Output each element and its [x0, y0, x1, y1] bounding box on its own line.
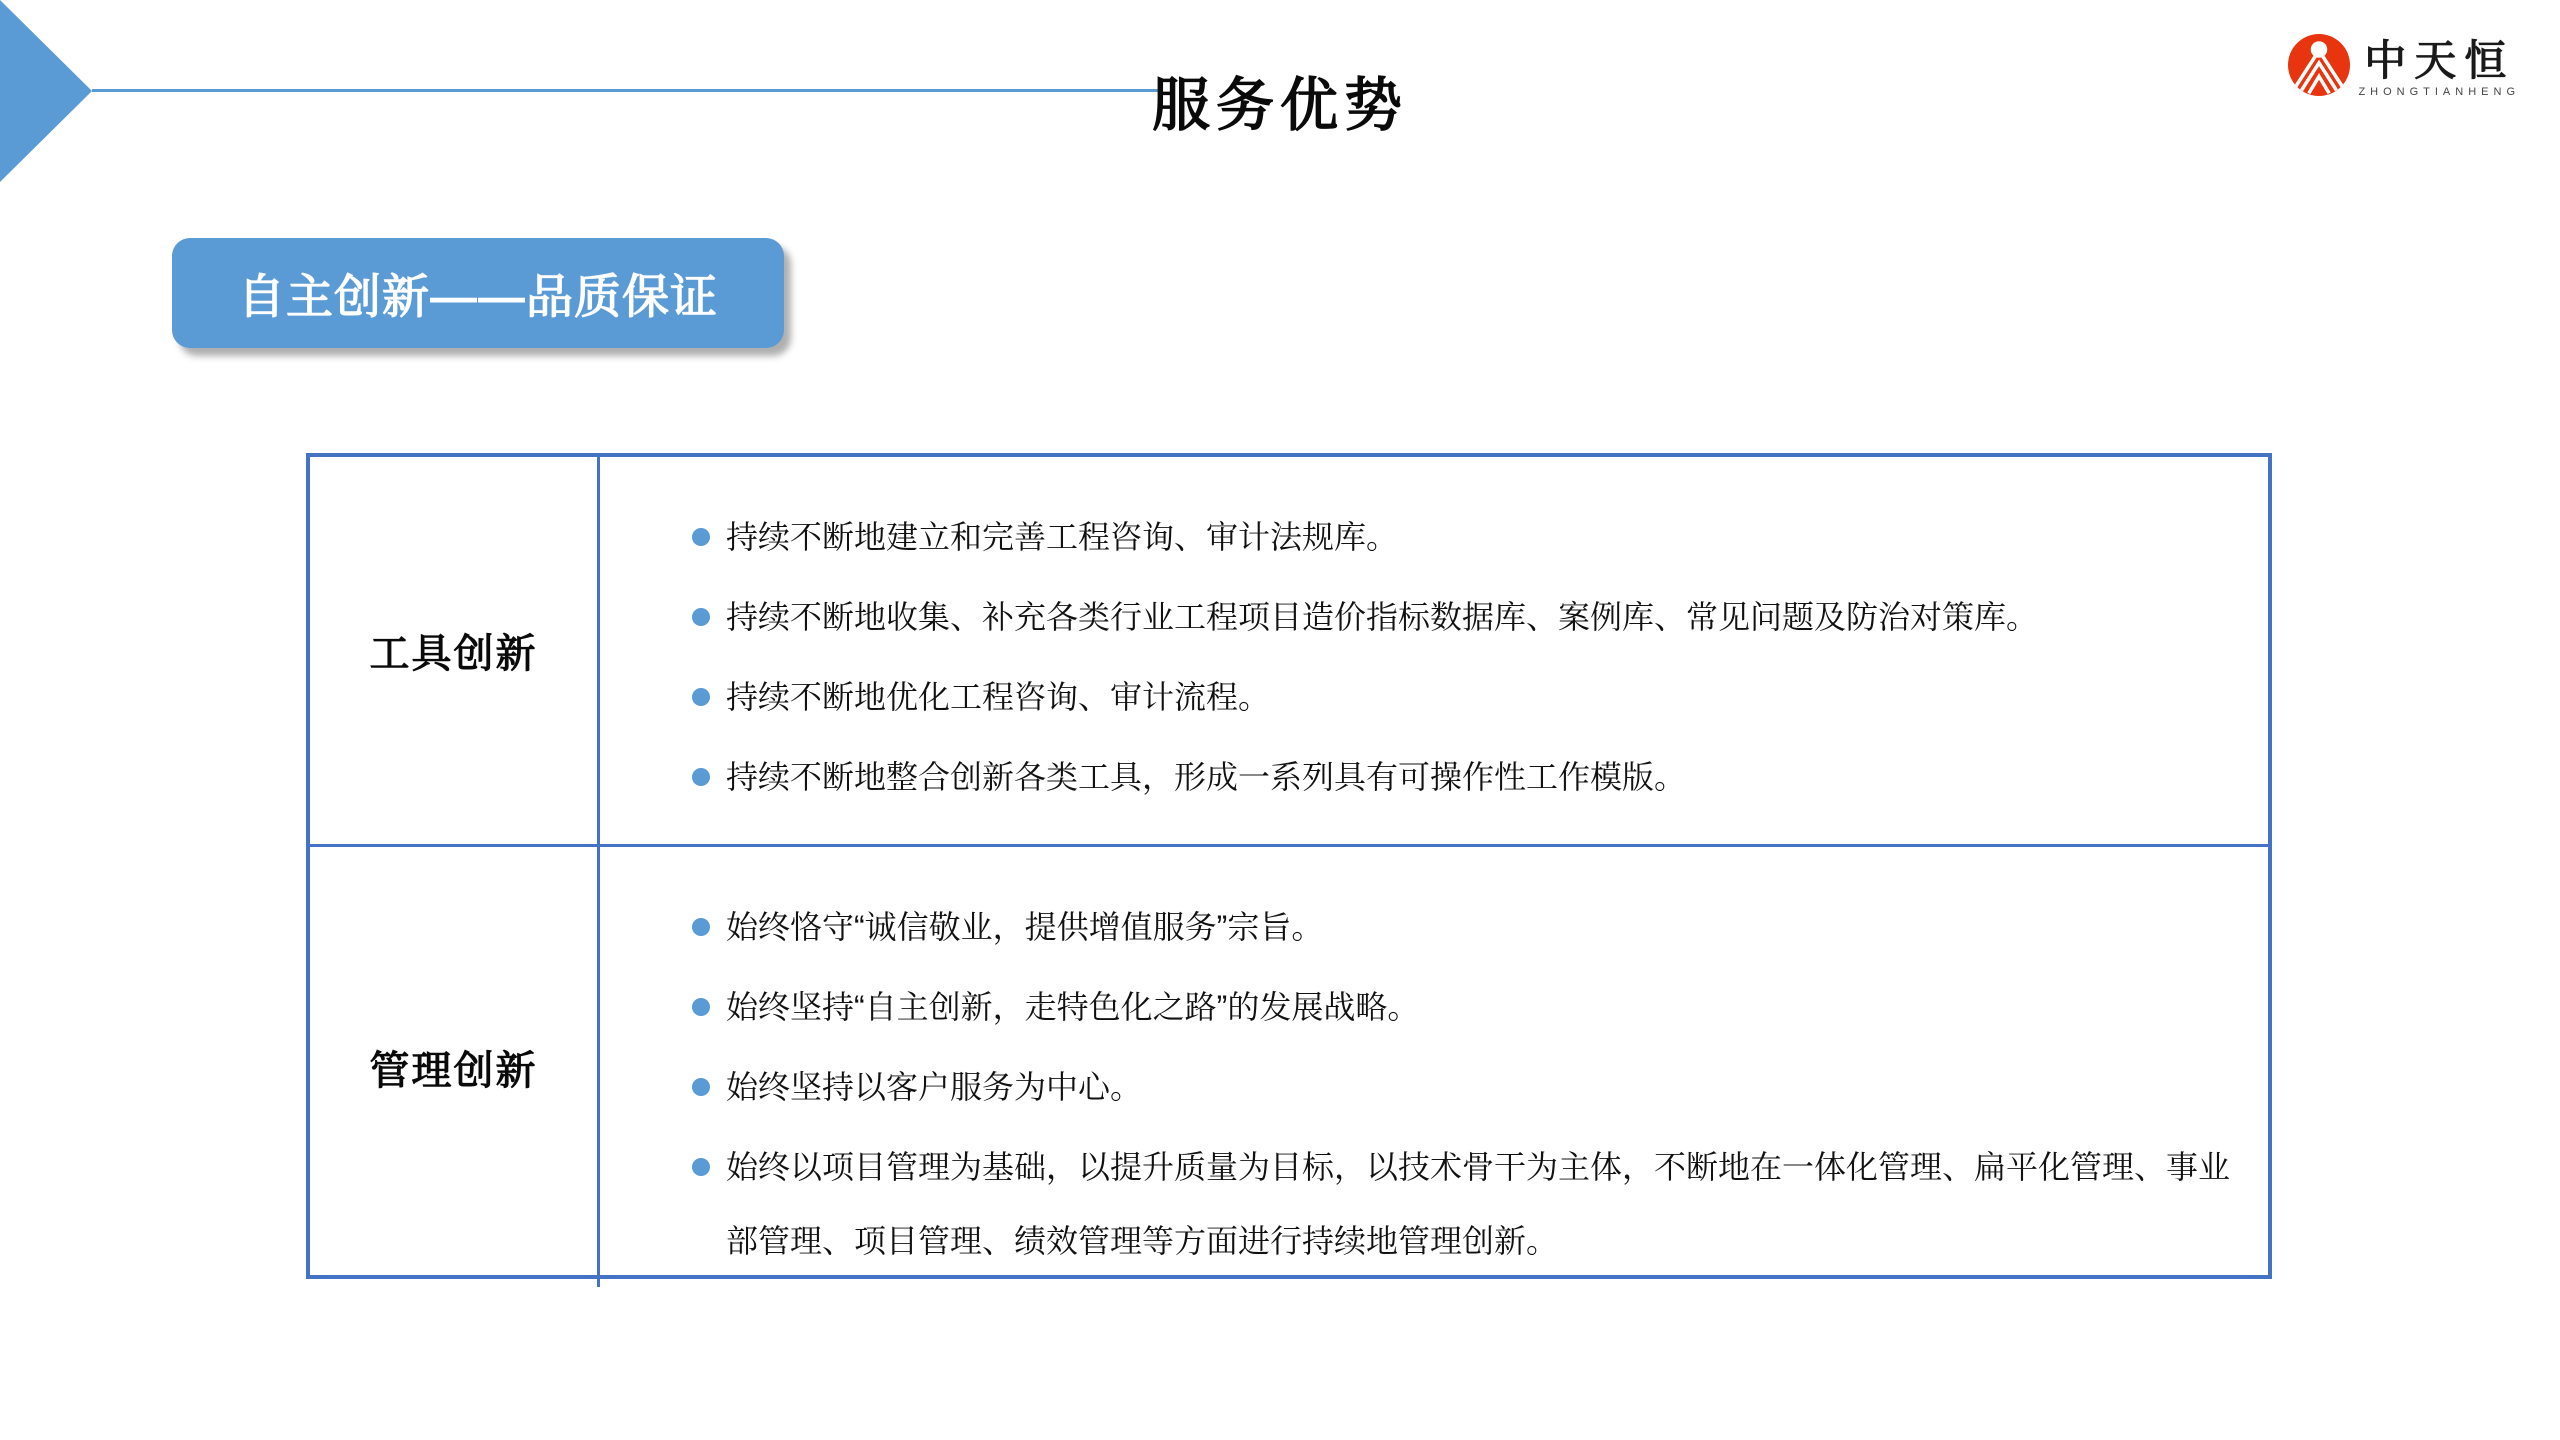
bullet-list — [692, 497, 2232, 817]
bullet-text: 始终坚持以客户服务为中心。 — [726, 1069, 1143, 1105]
table-row-tool-innovation — [310, 457, 2268, 847]
bullet-dot-icon — [692, 1158, 710, 1176]
bullet-dot-icon — [692, 998, 710, 1016]
bullet-dot-icon — [692, 768, 710, 786]
table-row-management-innovation — [310, 847, 2268, 1287]
bullet-text: 持续不断地建立和完善工程咨询、审计法规库。 — [726, 519, 1399, 555]
list-item — [692, 580, 2232, 654]
bullet-dot-icon — [692, 1078, 710, 1096]
logo-company-name-latin: ZHONGTIANHENG — [2358, 86, 2520, 98]
bullet-dot-icon — [692, 608, 710, 626]
mountain-sun-logo-icon — [2288, 34, 2350, 96]
bullet-text: 持续不断地优化工程咨询、审计流程。 — [726, 679, 1271, 715]
bullet-text: 始终恪守“诚信敬业，提供增值服务”宗旨。 — [726, 909, 1324, 945]
row-label: 工具创新 — [369, 632, 538, 676]
bullet-dot-icon — [692, 528, 710, 546]
row-content-cell — [600, 847, 2268, 1287]
list-item — [692, 890, 2232, 964]
section-banner — [172, 238, 784, 348]
page-title: 服务优势 — [1151, 73, 1408, 138]
bullet-text: 始终坚持“自主创新，走特色化之路”的发展战略。 — [726, 989, 1420, 1025]
bullet-text: 持续不断地整合创新各类工具，形成一系列具有可操作性工作模版。 — [726, 759, 1687, 795]
list-item — [692, 1050, 2232, 1124]
list-item — [692, 500, 2232, 574]
row-label-cell — [310, 847, 600, 1287]
logo-text-block — [2358, 40, 2520, 98]
logo-company-name: 中天恒 — [2364, 39, 2515, 85]
list-item — [692, 1130, 2232, 1278]
section-banner-label: 自主创新——品质保证 — [238, 269, 718, 323]
list-item — [692, 660, 2232, 734]
bullet-dot-icon — [692, 688, 710, 706]
bullet-text: 持续不断地收集、补充各类行业工程项目造价指标数据库、案例库、常见问题及防治对策库。 — [726, 599, 2039, 635]
bullet-list — [692, 887, 2232, 1281]
row-content-cell — [600, 457, 2268, 844]
service-advantages-table — [306, 453, 2272, 1279]
bullet-text: 始终以项目管理为基础，以提升质量为目标，以技术骨干为主体，不断地在一体化管理、扁平化管理、事业部管理、项目管理、绩效管理等方面进行持续地管理创新。 — [726, 1149, 2231, 1259]
bullet-dot-icon — [692, 918, 710, 936]
list-item — [692, 970, 2232, 1044]
row-label: 管理创新 — [369, 1048, 538, 1093]
row-label-cell — [310, 457, 600, 844]
company-logo — [2288, 34, 2520, 98]
list-item — [692, 740, 2232, 814]
